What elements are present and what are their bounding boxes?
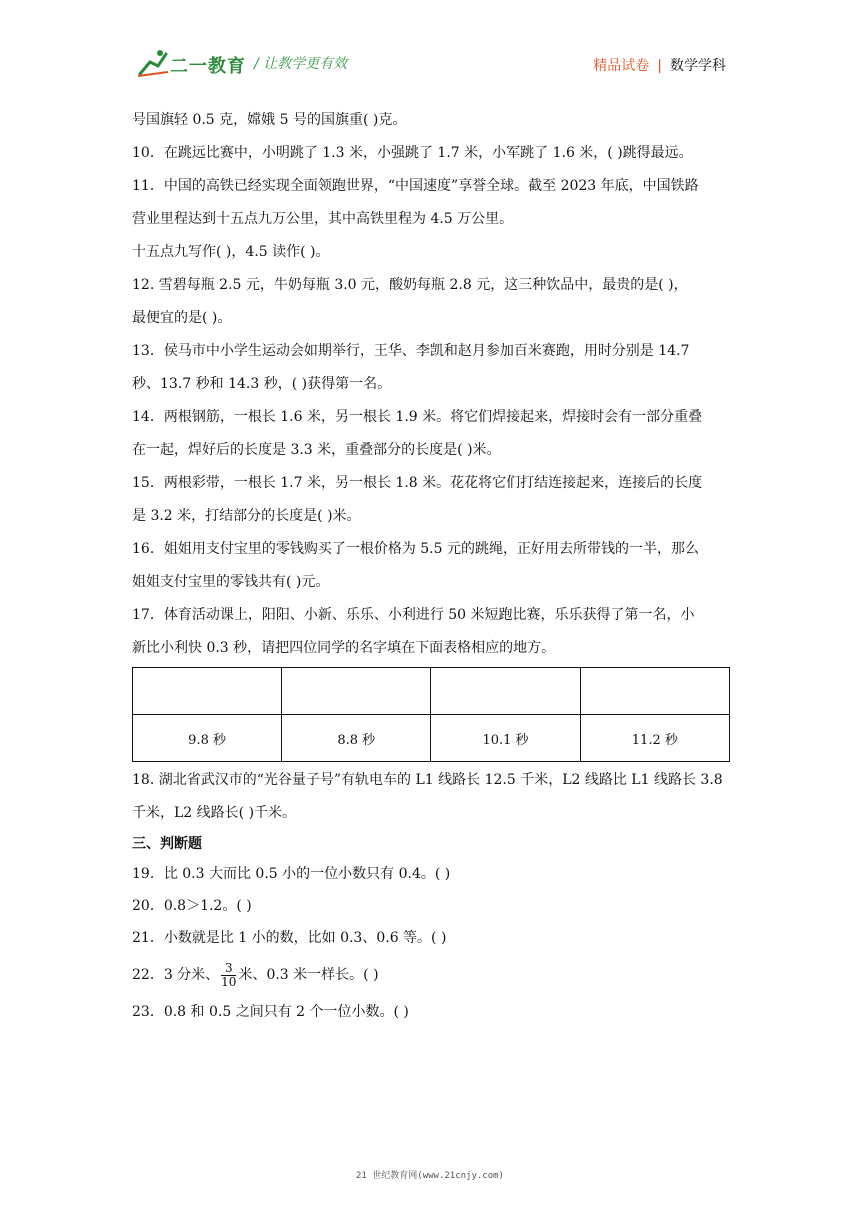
time-cell: 11.2 秒 [580, 715, 729, 762]
race-times-table [132, 667, 730, 762]
name-cell[interactable] [133, 668, 282, 715]
slogan: / 让教学更有效 [254, 56, 348, 72]
name-cell[interactable] [282, 668, 431, 715]
document-body [132, 104, 732, 1028]
text-line: 秒、13.7 秒和 14.3 秒，( )获得第一名。 [132, 376, 392, 392]
text-line: 16．姐姐用支付宝里的零钱购买了一根价格为 5.5 元的跳绳，正好用去所带钱的一半，那么 [132, 541, 699, 557]
section-title-judgement: 三、判断题 [132, 836, 202, 852]
text-line: 新比小利快 0.3 秒，请把四位同学的名字填在下面表格相应的地方。 [132, 640, 556, 656]
fraction-denominator: 10 [221, 974, 237, 989]
text-line: 10．在跳远比赛中，小明跳了 1.3 米，小强跳了 1.7 米，小军跳了 1.6 米，( )跳得最远。 [132, 145, 693, 161]
name-cell[interactable] [580, 668, 729, 715]
text-line: 号国旗轻 0.5 克，嫦娥 5 号的国旗重( )克。 [132, 112, 407, 128]
logo [136, 48, 256, 78]
text-line: 千米，L2 线路长( )千米。 [132, 805, 297, 821]
logo-text: 二一教育 [170, 56, 246, 77]
q22-suffix: 米、0.3 米一样长。( ) [238, 967, 379, 983]
header-label-premium: 精品试卷 [593, 58, 650, 74]
header-right [593, 55, 726, 75]
header-separator: | [657, 58, 662, 74]
judge-question: 20．0.8＞1.2。( ) [132, 898, 252, 914]
text-line: 姐姐支付宝里的零钱共有( )元。 [132, 574, 330, 590]
runner-logo-icon [136, 48, 170, 78]
text-line: 15．两根彩带，一根长 1.7 米，另一根长 1.8 米。花花将它们打结连接起来，连接后的长度 [132, 475, 703, 491]
text-line: 17．体育活动课上，阳阳、小新、乐乐、小利进行 50 米短跑比赛，乐乐获得了第一名，小 [132, 607, 695, 623]
text-line: 13．侯马市中小学生运动会如期举行，王华、李凯和赵月参加百米赛跑，用时分别是 14.7 [132, 343, 690, 359]
judge-question-fraction [132, 954, 732, 996]
time-cell: 10.1 秒 [431, 715, 580, 762]
time-cell: 8.8 秒 [282, 715, 431, 762]
table-row-names [133, 668, 730, 715]
page-footer: 21 世纪教育网(www.21cnjy.com) [356, 1171, 504, 1181]
text-line: 14．两根钢筋，一根长 1.6 米，另一根长 1.9 米。将它们焊接起来，焊接时会有一部分重叠 [132, 409, 703, 425]
time-cell: 9.8 秒 [133, 715, 282, 762]
q22-prefix: 22．3 分米、 [132, 967, 220, 983]
fraction [221, 962, 236, 989]
judge-question: 19．比 0.3 大而比 0.5 小的一位小数只有 0.4。( ) [132, 866, 451, 882]
name-cell[interactable] [431, 668, 580, 715]
text-line: 十五点九写作( )，4.5 读作( )。 [132, 244, 330, 260]
text-line: 是 3.2 米，打结部分的长度是( )米。 [132, 508, 361, 524]
text-line: 在一起，焊好后的长度是 3.3 米，重叠部分的长度是( )米。 [132, 442, 501, 458]
text-line: 12. 雪碧每瓶 2.5 元，牛奶每瓶 3.0 元，酸奶每瓶 2.8 元，这三种饮品中，最贵的是( )， [132, 277, 688, 293]
judge-question: 23．0.8 和 0.5 之间只有 2 个一位小数。( ) [132, 1004, 409, 1020]
text-line: 18. 湖北省武汉市的“光谷量子号”有轨电车的 L1 线路长 12.5 千米，L2 线路比 L1 线路长 3.8 [132, 772, 723, 788]
text-line: 11．中国的高铁已经实现全面领跑世界，“中国速度”享誉全球。截至 2023 年底，中国铁路 [132, 178, 699, 194]
judge-question: 21．小数就是比 1 小的数，比如 0.3、0.6 等。( ) [132, 930, 447, 946]
header-label-subject: 数学学科 [670, 58, 726, 74]
text-line: 最便宜的是( )。 [132, 310, 232, 326]
page-header [0, 0, 860, 100]
table-row-times [133, 715, 730, 762]
fraction-numerator: 3 [221, 962, 236, 976]
text-line: 营业里程达到十五点九万公里，其中高铁里程为 4.5 万公里。 [132, 211, 514, 227]
